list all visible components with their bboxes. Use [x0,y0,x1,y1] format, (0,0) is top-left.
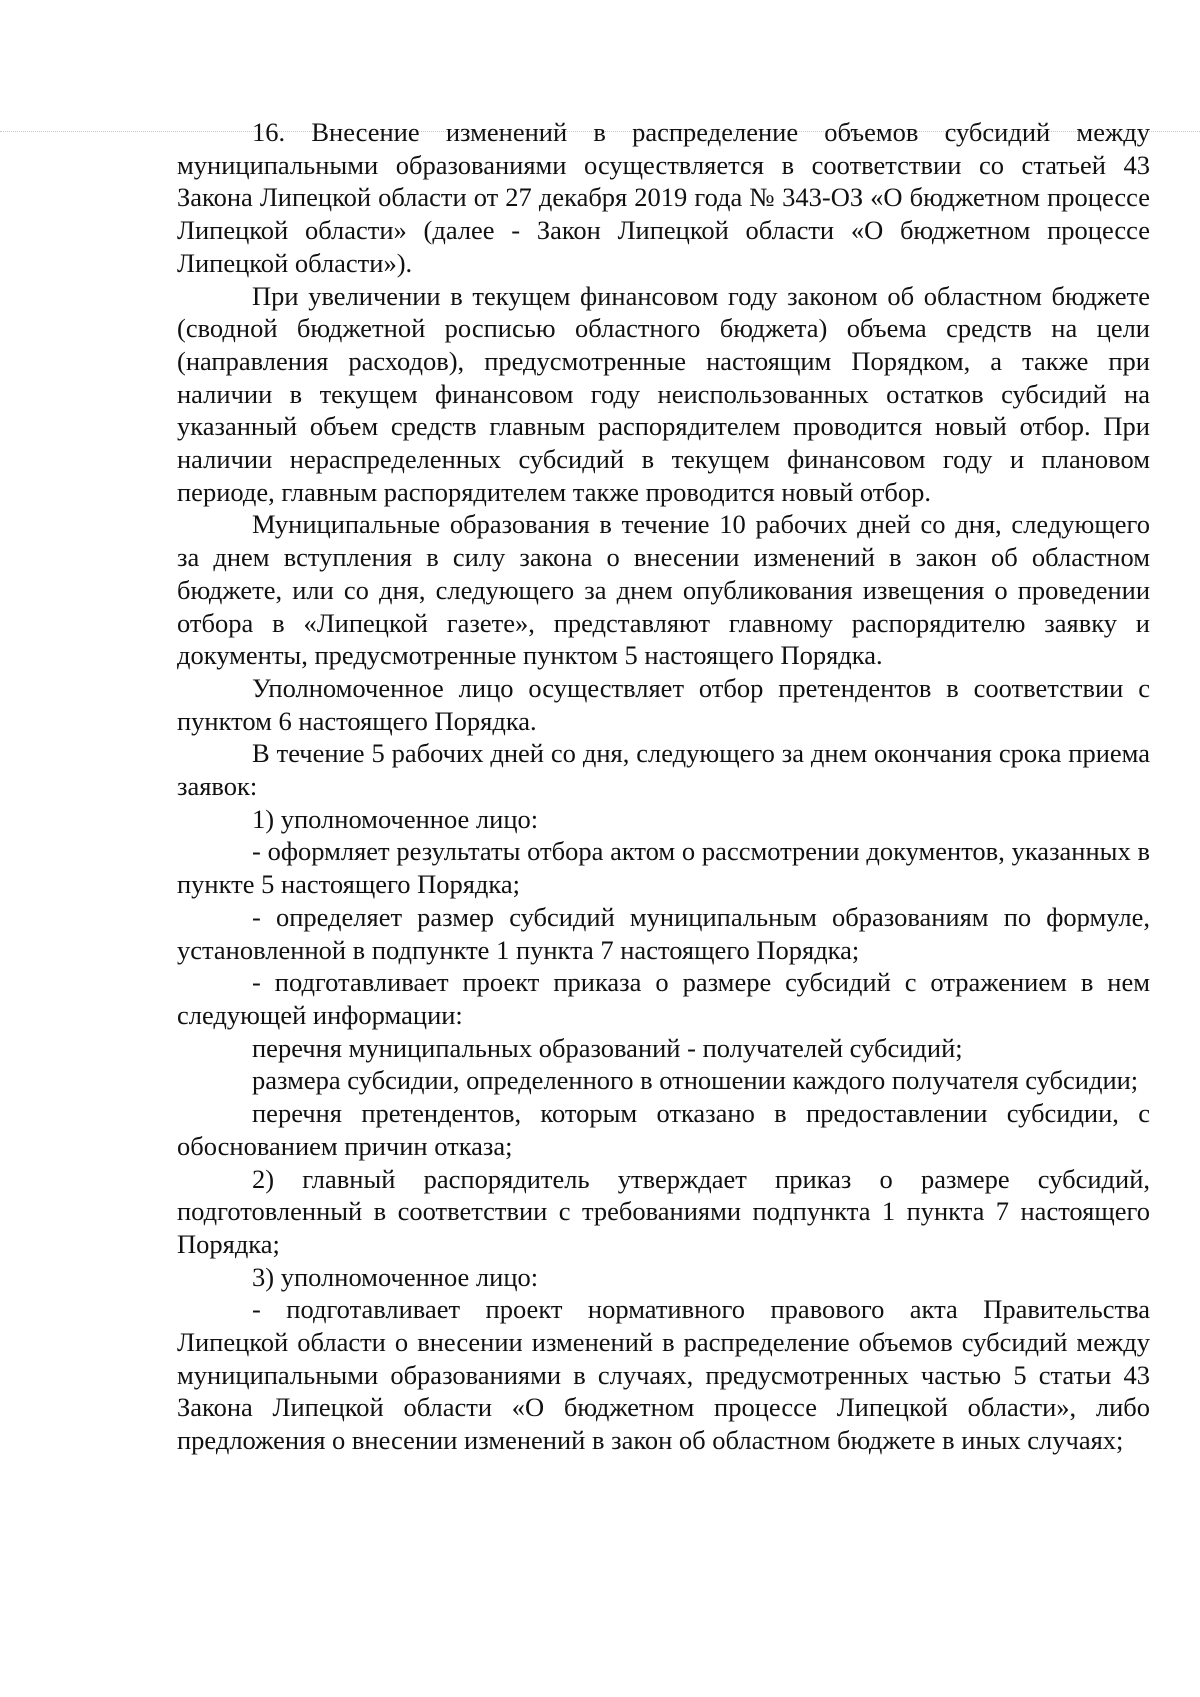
document-body [177,116,1150,1457]
list-item-subsidy-size: размера субсидии, определенного в отношении каждого получателя субсидии; [252,1065,1139,1096]
list-item-1-authorized-person: 1) уполномоченное лицо: [252,803,539,834]
list-item-prepares-legal-act: - подготавливает проект нормативного правового акта Правительства Липецкой области о внесении изменений в распределение объемов субсидий между муниципальными образованиями в случаях, предусмотренных частью 5 статьи 43 Закона Липецкой области «О бюджетном процессе Липецкой области», либо предложения о внесении изменений в закон об областном бюджете в иных случаях; [177,1294,1150,1456]
list-item-registers-results: - оформляет результаты отбора актом о рассмотрении документов, указанных в пункте 5 настоящего Порядка; [177,836,1150,900]
paragraph-within-5-days: В течение 5 рабочих дней со дня, следующего за днем окончания срока приема заявок: [177,738,1150,802]
list-item-prepares-draft-order: - подготавливает проект приказа о размере субсидий с отражением в нем следующей информации: [177,967,1150,1030]
paragraph-municipal-application: Муниципальные образования в течение 10 рабочих дней со дня, следующего за днем вступления в силу закона о внесении изменений в закон об областном бюджете, или со дня, следующего за днем опубликования извещения о проведении отбора в «Липецкой газете», представляют главному распорядителю заявку и документы, предусмотренные пунктом 5 настоящего Порядка. [177,509,1150,671]
paragraph-authorized-selection: Уполномоченное лицо осуществляет отбор претендентов в соответствии с пунктом 6 настоящего Порядка. [177,672,1150,736]
list-item-determines-size: - определяет размер субсидий муниципальным образованиям по формуле, установленной в подпункте 1 пункта 7 настоящего Порядка; [177,901,1150,965]
paragraph-16-intro: 16. Внесение изменений в распределение объемов субсидий между муниципальными образованиями осуществляется в соответствии со статьей 43 Закона Липецкой области от 27 декабря 2019 года № 343-ОЗ «О бюджетном процессе Липецкой области» (далее - Закон Липецкой области «О бюджетном процессе Липецкой области»). [177,117,1150,278]
list-item-refused-applicants: перечня претендентов, которым отказано в предоставлении субсидии, с обоснованием причин отказа; [177,1098,1150,1161]
paragraph-increase-budget: При увеличении в текущем финансовом году законом об областном бюджете (сводной бюджетной росписью областного бюджета) объема средств на цели (направления расходов), предусмотренные настоящим Порядком, а также при наличии в текущем финансовом году неиспользованных остатков субсидий на указанный объем средств главным распорядителем проводится новый отбор. При наличии нераспределенных субсидий в текущем финансовом году и плановом периоде, главным распорядителем также проводится новый отбор. [177,280,1150,507]
list-item-3-authorized-person: 3) уполномоченное лицо: [252,1261,539,1292]
list-item-2-chief-manager: 2) главный распорядитель утверждает приказ о размере субсидий, подготовленный в соответствии с требованиями подпункта 1 пункта 7 настоящего Порядка; [177,1163,1150,1259]
list-item-municipal-list: перечня муниципальных образований - получателей субсидий; [252,1032,963,1063]
